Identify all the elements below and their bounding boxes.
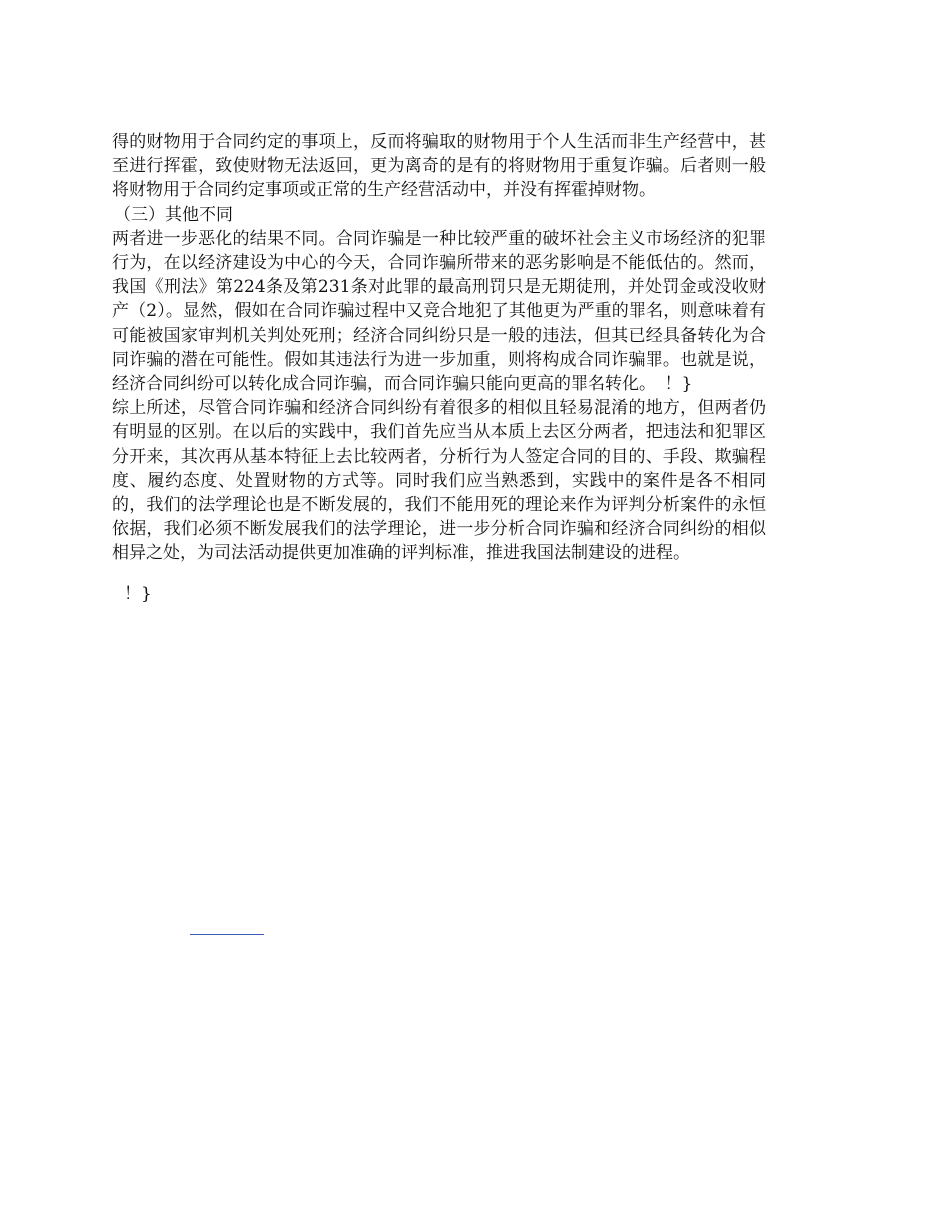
paragraph-conclusion: 综上所述，尽管合同诈骗和经济合同纠纷有着很多的相似且轻易混淆的地方，但两者仍有明显的区别。在以后的实践中，我们首先应当从本质上去区分两者，把违法和犯罪区分开来，其次再从基本特征上去比较两者，分析行为人签定合同的目的、手段、欺骗程度、履约态度、处置财物的方式等。同时我们应当熟悉到，实践中的案件是各不相同的，我们的法学理论也是不断发展的，我们不能用死的理论来作为评判分析案件的永恒依据，我们必须不断发展我们的法学理论，进一步分析合同诈骗和经济合同纠纷的相似相异之处，为司法活动提供更加准确的评判标准，推进我国法制建设的进程。	[112, 398, 766, 564]
paragraph-consequences: 两者进一步恶化的结果不同。合同诈骗是一种比较严重的破坏社会主义市场经济的犯罪行为，在以经济建设为中心的今天，合同诈骗所带来的恶劣影响是不能低估的。然而，我国《刑法》第224条及第231条对此罪的最高刑罚只是无期徒刑，并处罚金或没收财产（2）。显然，假如在合同诈骗过程中又竞合地犯了其他更为严重的罪名，则意味着有可能被国家审判机关判处死刑；经济合同纠纷只是一般的违法，但其已经具备转化为合同诈骗的潜在可能性。假如其违法行为进一步加重，则将构成合同诈骗罪。也就是说，经济合同纠纷可以转化成合同诈骗，而合同诈骗只能向更高的罪名转化。 ！}	[112, 228, 766, 395]
footnote-separator-line	[190, 934, 264, 935]
section-heading-other-differences: （三）其他不同	[114, 204, 233, 225]
paragraph-property-disposal: 得的财物用于合同约定的事项上，反而将骗取的财物用于个人生活而非生产经营中，甚至进行挥霍，致使财物无法返回，更为离奇的是有的将财物用于重复诈骗。后者则一般将财物用于合同约定事项或正常的生产经营活动中，并没有挥霍掉财物。	[112, 132, 766, 201]
document-body	[112, 130, 766, 606]
end-mark: ！}	[124, 583, 152, 604]
